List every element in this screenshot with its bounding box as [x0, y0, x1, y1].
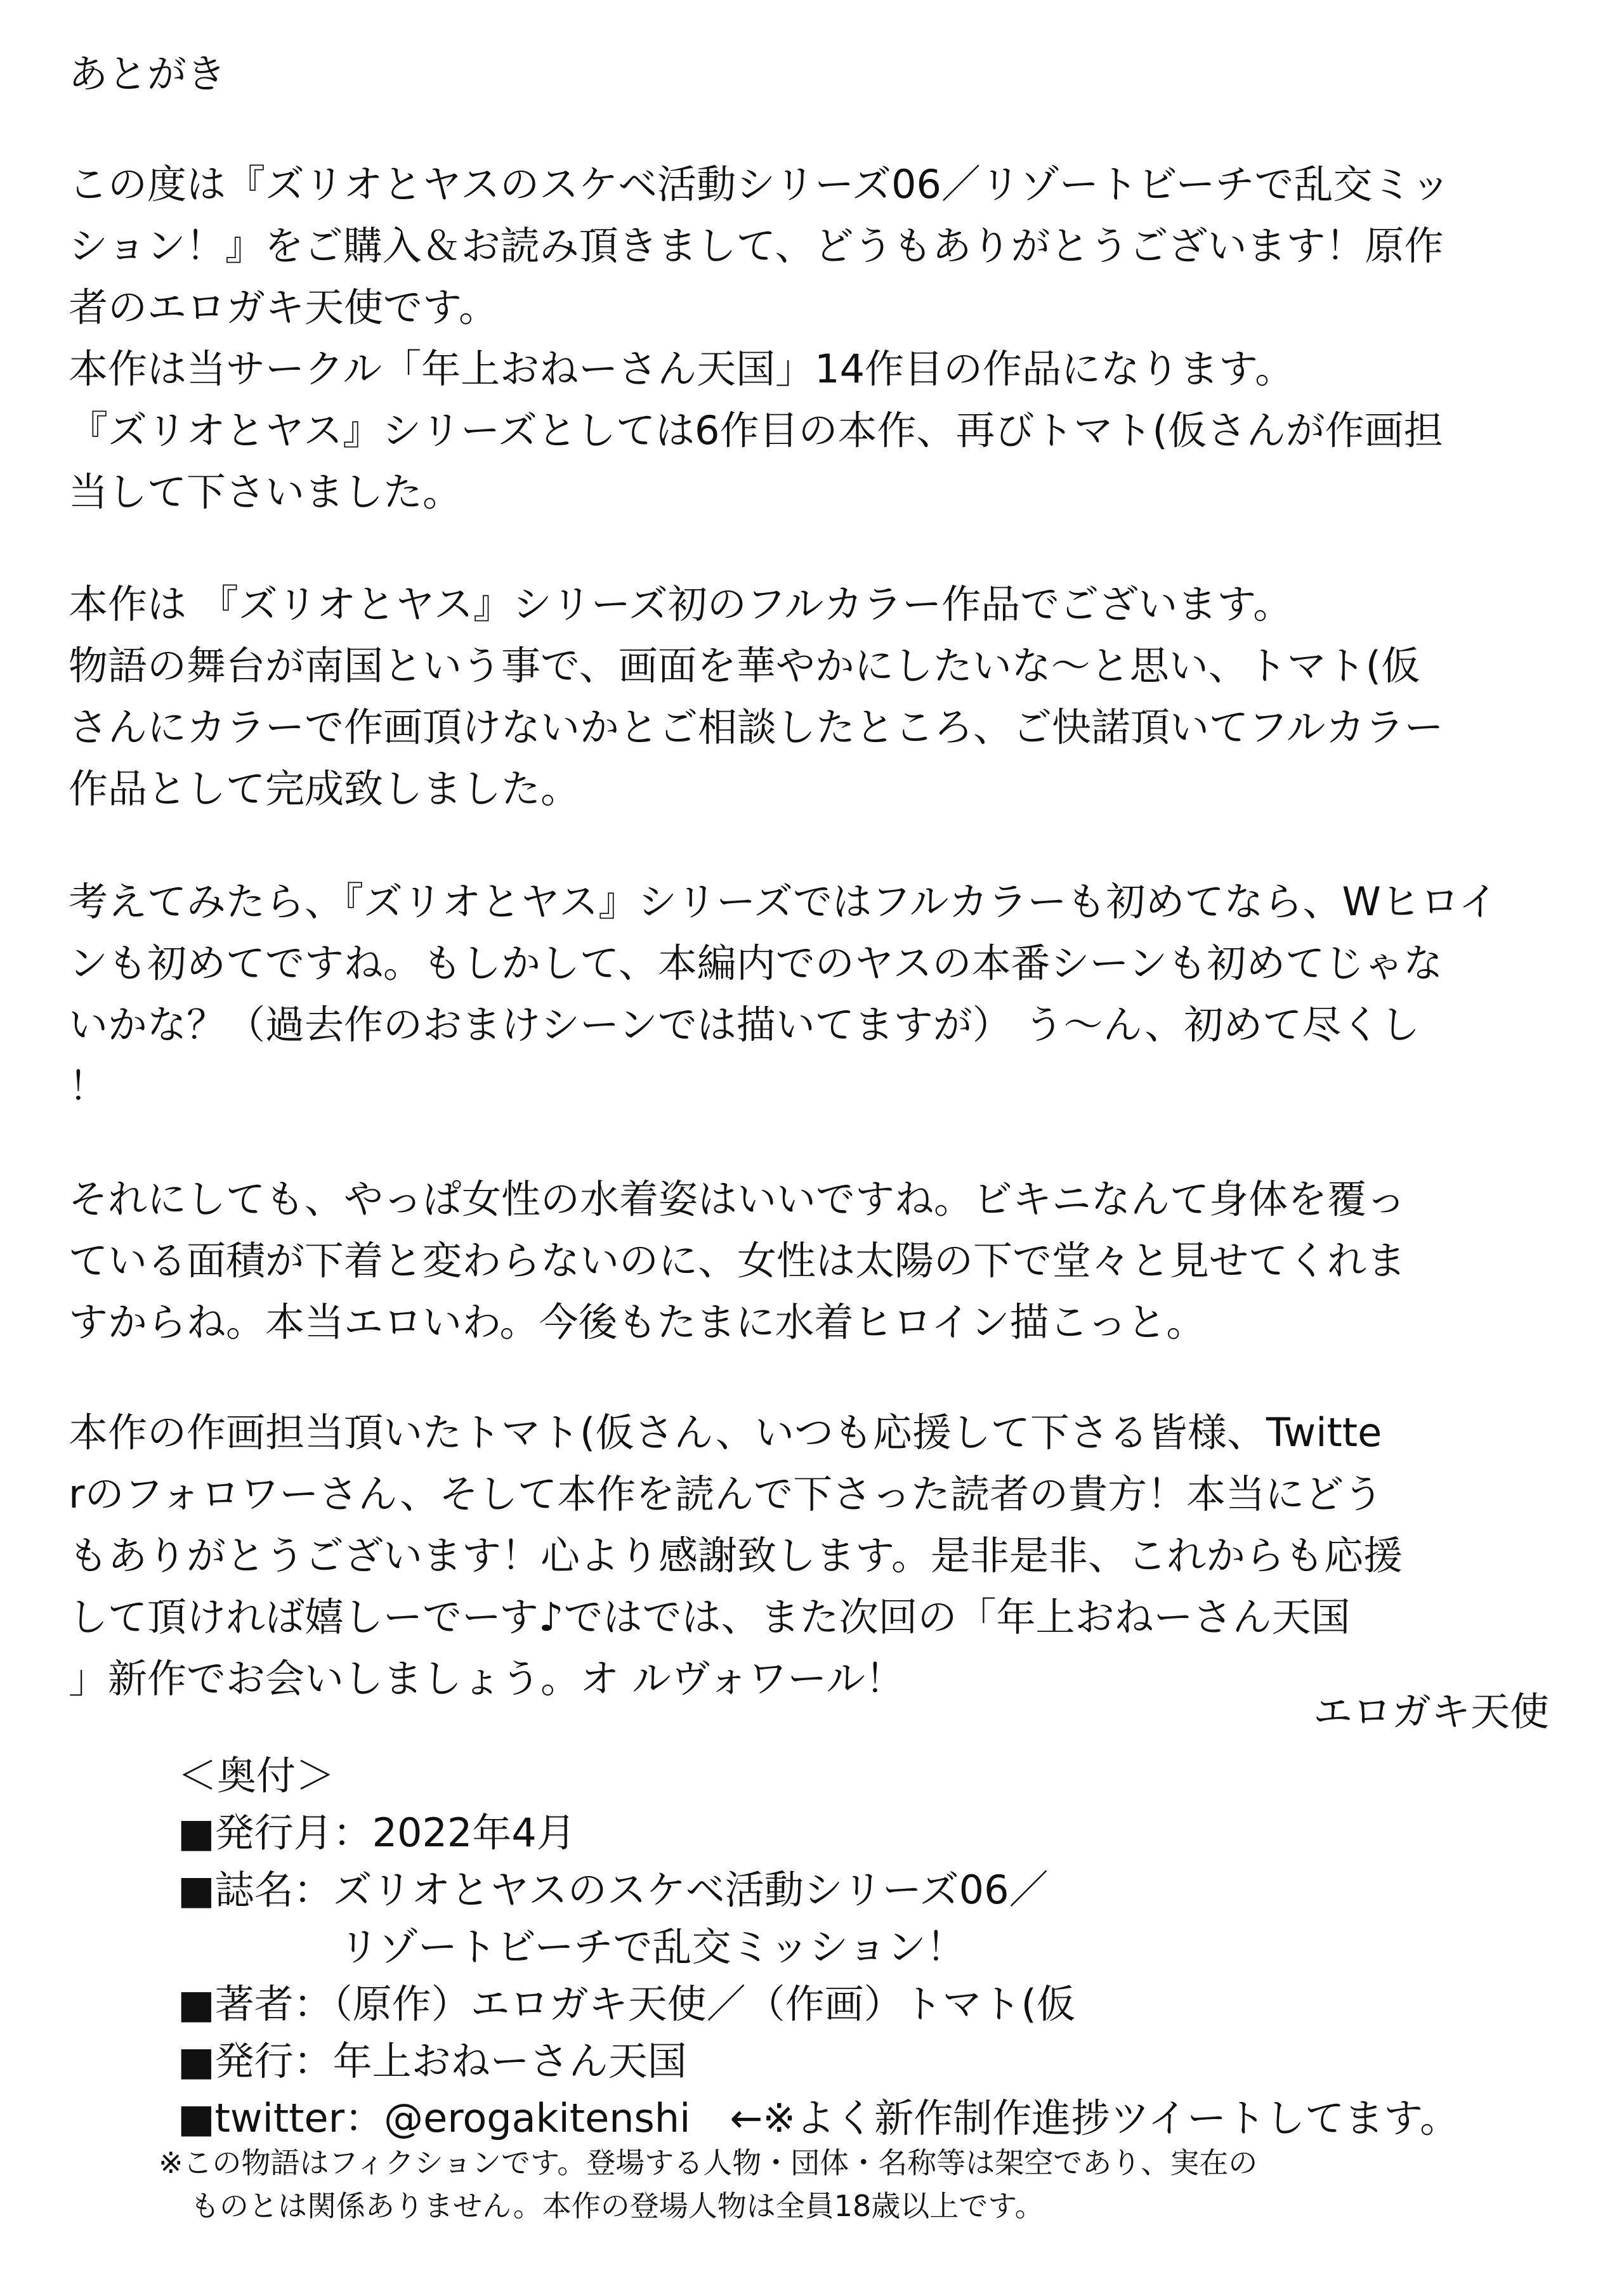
paragraph-2 — [69, 573, 1578, 819]
text-line: この度は『ズリオとヤスのスケベ活動シリーズ06／リゾートビーチで乱交ミッ — [69, 161, 1451, 207]
author-signature: エロガキ天使 — [1313, 1688, 1549, 1735]
text-line: 物語の舞台が南国という事で、画面を華やかにしたいな～と思い、トマト(仮 — [69, 642, 1420, 689]
text-line: 考えてみたら、『ズリオとヤス』シリーズではフルカラーも初めてなら、Wヒロイ — [69, 878, 1498, 925]
text-line: して頂ければ嬉しーでーす♪ではでは、また次回の「年上おねーさん天国 — [69, 1594, 1351, 1640]
text-line: 本作は 『ズリオとヤス』シリーズ初のフルカラー作品でございます。 — [69, 581, 1293, 627]
paragraph-1 — [69, 153, 1578, 523]
colophon — [178, 1747, 1459, 2147]
colophon-item-title-cont: リゾートビーチで乱交ミッション！ — [339, 1924, 966, 1970]
colophon-item-publisher: ■発行：年上おねーさん天国 — [178, 2038, 687, 2084]
text-line: すからね。本当エロいわ。今後もたまに水着ヒロイン描こっと。 — [69, 1299, 1206, 1345]
paragraph-3 — [69, 871, 1578, 1117]
colophon-item-twitter: ■twitter：@erogakitenshi ←※よく新作制作進捗ツイートしてます。 — [178, 2095, 1460, 2141]
colophon-item-release: ■発行月：2022年4月 — [178, 1810, 576, 1856]
text-line: ている面積が下着と変わらないのに、女性は太陽の下で堂々と見せてくれま — [69, 1237, 1406, 1284]
text-line: ション！』をご購入＆お読み頂きまして、どうもありがとうございます！原作 — [69, 223, 1444, 269]
text-line: 者のエロガキ天使です。 — [69, 284, 499, 330]
fiction-disclaimer — [159, 2141, 1257, 2228]
text-line: それにしても、やっぱ女性の水着姿はいいですね。ビキニなんて身体を覆っ — [69, 1176, 1406, 1222]
colophon-item-title: ■誌名：ズリオとヤスのスケベ活動シリーズ06／ — [178, 1867, 1049, 1913]
page-title: あとがき — [69, 51, 226, 97]
text-line: 」新作でお会いしましょう。オ ルヴォワール！ — [69, 1655, 905, 1702]
paragraph-4 — [69, 1168, 1578, 1353]
paragraph-5 — [69, 1402, 1578, 1709]
colophon-item-author: ■著者：（原作）エロガキ天使／（作画）トマト(仮 — [178, 1981, 1076, 2027]
disclaimer-line: ※この物語はフィクションです。登場する人物・団体・名称等は架空であり、実在の — [159, 2146, 1258, 2180]
text-line: さんにカラーで作画頂けないかとご相談したところ、ご快諾頂いてフルカラー — [69, 704, 1444, 750]
text-line: 本作の作画担当頂いたトマト(仮さん、いつも応援して下さる皆様、Twitte — [69, 1409, 1382, 1456]
text-line: 当して下さいました。 — [69, 469, 462, 515]
text-line: ンも初めてですね。もしかして、本編内でのヤスの本番シーンも初めてじゃな — [69, 940, 1443, 986]
text-line: いかな？（過去作のおまけシーンでは描いてますが） う～ん、初めて尽くし — [69, 1001, 1420, 1048]
disclaimer-line: ものとは関係ありません。本作の登場人物は全員18歳以上です。 — [190, 2189, 1044, 2223]
text-line: 作品として完成致しました。 — [69, 766, 580, 812]
text-line: rのフォロワーさん、そして本作を読んで下さった読者の貴方！本当にどう — [69, 1471, 1384, 1517]
text-line: 本作は当サークル「年上おねーさん天国」14作目の作品になります。 — [69, 346, 1295, 392]
colophon-title: ＜奥付＞ — [178, 1752, 336, 1799]
text-line: もありがとうございます！心より感謝致します。是非是非、これからも応援 — [69, 1532, 1403, 1579]
text-line: ！ — [69, 1063, 108, 1109]
text-line: 『ズリオとヤス』シリーズとしては6作目の本作、再びトマト(仮さんが作画担 — [69, 407, 1443, 453]
